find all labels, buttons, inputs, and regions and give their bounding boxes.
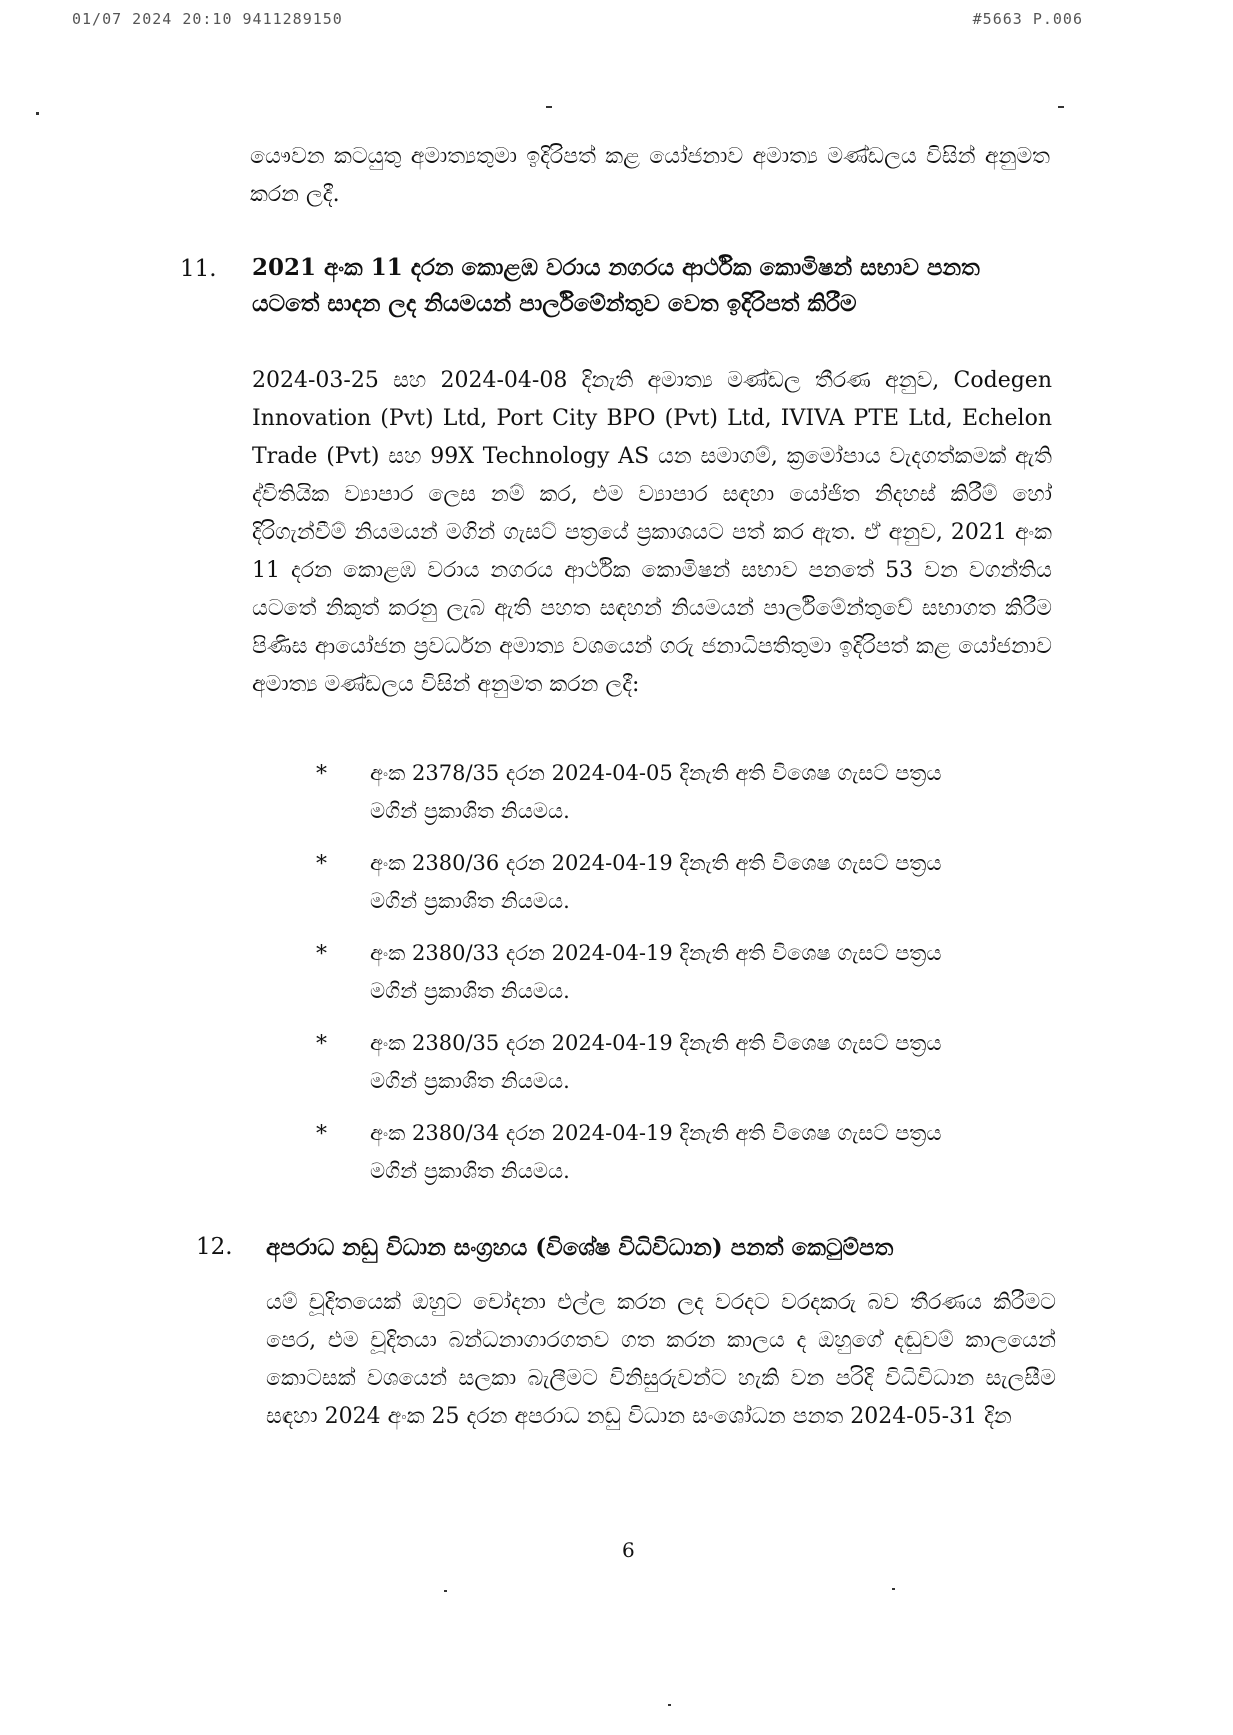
section-11-number: 11. [180, 256, 217, 282]
fax-header-right: #5663 P.006 [972, 10, 1083, 28]
section-11-body: 2024-03-25 සහ 2024-04-08 දිනැති අමාත්‍ය මණ්ඩල තීරණ අනුව, Codegen Innovation (Pvt) Ltd, Port City BPO (Pvt) Ltd, IVIVA PTE Ltd, Echelon Trade (Pvt) සහ 99X Technology AS යන සමාගම්, ක්‍රමෝපාය වැදගත්කමක් ඇති ද්විතියික ව්‍යාපාර ලෙස නම් කර, එම ව්‍යාපාර සඳහා යෝජිත නිදහස් කිරීම් හෝ දිරිගැන්වීම් නියමයන් මගින් ගැසට් පත්‍රයේ ප්‍රකාශයට පත් කර ඇත. ඒ අනුව, 2021 අංක 11 දරන කොළඹ වරාය නගරය ආර්ථික කොමිෂන් සභාව පනතේ 53 වන වගන්තිය යටතේ නිකුත් කරනු ලැබ ඇති පහත සඳහන් නියමයන් පාර්ලිමේන්තුවේ සභාගත කිරීම පිණිස ආයෝජන ප්‍රවර්ධන අමාත්‍ය වශයෙන් ගරු ජනාධිපතිතුමා ඉදිරිපත් කළ යෝජනාව අමාත්‍ය මණ්ඩලය විසින් අනුමත කරන ලදී: [252, 368, 1052, 697]
section-12-body: යම් චූදිතයෙක් ඔහුට චෝදනා එල්ල කරන ලද වරදට වරදකරු බව තීරණය කිරීමට පෙර, එම චූදිතයා බන්ධනාගාරගතව ගත කරන කාලය ද ඔහුගේ දඬුවම් කාලයෙන් කොටසක් වශයෙන් සලකා බැලීමට විනිසුරුවන්ට හැකි වන පරිදි විධිවිධාන සැලසීම සඳහා 2024 අංක 25 දරන අපරාධ නඩු විධාන සංශෝධන පනත 2024-05-31 දින [266, 1290, 1056, 1429]
scan-speck [668, 1704, 671, 1706]
list-item: අංක 2380/36 දරන 2024-04-19 දිනැති අති විශෙෂ ගැසට් පත්‍රය මගින් ප්‍රකාශිත නියමය. [370, 851, 942, 913]
scan-speck [546, 106, 552, 108]
list-bullet: * [316, 942, 327, 967]
list-item: අංක 2378/35 දරන 2024-04-05 දිනැති අති විශෙෂ ගැසට් පත්‍රය මගින් ප්‍රකාශිත නියමය. [370, 761, 942, 823]
scan-speck [36, 112, 39, 115]
list-item: අංක 2380/34 දරන 2024-04-19 දිනැති අති විශෙෂ ගැසට් පත්‍රය මගින් ප්‍රකාශිත නියමය. [370, 1121, 942, 1183]
scan-speck [892, 1588, 895, 1590]
list-item: අංක 2380/35 දරන 2024-04-19 දිනැති අති විශෙෂ ගැසට් පත්‍රය මගින් ප්‍රකාශිත නියමය. [370, 1031, 942, 1093]
scan-speck [444, 1590, 447, 1592]
scan-speck [1058, 106, 1064, 108]
section-12-title: අපරාධ නඩු විධාන සංග්‍රහය (විශේෂ විධිවිධාන) පනත් කෙටුම්පත [266, 1234, 894, 1261]
fax-header-left: 01/07 2024 20:10 9411289150 [72, 10, 343, 28]
intro-paragraph: යෞවන කටයුතු අමාත්‍යතුමා ඉදිරිපත් කළ යෝජනාව අමාත්‍ය මණ්ඩලය විසින් අනුමත කරන ලදී. [250, 144, 1050, 207]
list-item: අංක 2380/33 දරන 2024-04-19 දිනැති අති විශෙෂ ගැසට් පත්‍රය මගින් ප්‍රකාශිත නියමය. [370, 941, 942, 1003]
section-11-title: 2021 අංක 11 දරන කොළඹ වරාය නගරය ආර්ථික කොමිෂන් සභාව පනත යටතේ සාදන ලද නියමයන් පාර්ලිමේන්තුව වෙත ඉදිරිපත් කිරීම [252, 254, 980, 317]
list-bullet: * [316, 852, 327, 877]
list-bullet: * [316, 762, 327, 787]
list-bullet: * [316, 1032, 327, 1057]
page-number: 6 [622, 1538, 635, 1562]
list-bullet: * [316, 1122, 327, 1147]
section-12-number: 12. [196, 1234, 233, 1260]
